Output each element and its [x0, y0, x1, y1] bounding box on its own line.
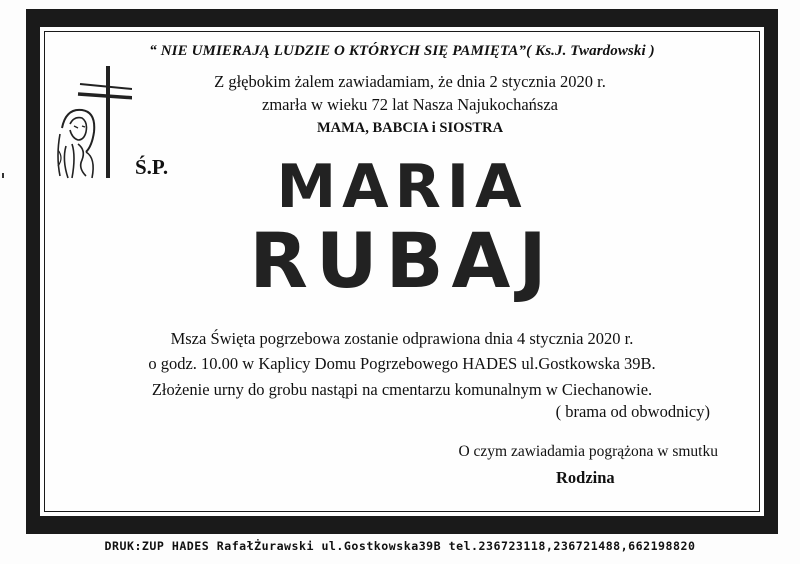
- obituary-border: [26, 9, 778, 534]
- deceased-first-name: MARIA: [276, 152, 528, 222]
- signature: Rodzina: [556, 468, 615, 487]
- obituary-panel: [40, 27, 764, 516]
- intro-line-1: Z głębokim żalem zawiadamiam, że dnia 2 stycznia 2020 r.: [214, 72, 606, 91]
- printer-footer: DRUK:ZUP HADES RafałŻurawski ul.Gostkowska39B tel.236723118,236721488,662198820: [104, 539, 696, 553]
- closing-text: O czym zawiadamia pogrążona w smutku: [458, 443, 718, 460]
- scan-speck: [2, 173, 4, 178]
- deceased-last-name: RUBAJ: [249, 216, 555, 305]
- motto-quote: “ NIE UMIERAJĄ LUDZIE O KTÓRYCH SIĘ PAMIĘTA”( Ks.J. Twardowski ): [149, 43, 655, 59]
- mass-line-1: Msza Święta pogrzebowa zostanie odprawiona dnia 4 stycznia 2020 r.: [170, 329, 634, 348]
- intro-line-3: MAMA, BABCIA i SIOSTRA: [316, 120, 504, 136]
- prefix-sp: Ś.P.: [135, 155, 169, 179]
- mass-line-3: Złożenie urny do grobu nastąpi na cmentarzu komunalnym w Ciechanowie.: [151, 380, 653, 399]
- mass-line-2: o godz. 10.00 w Kaplicy Domu Pogrzebowego HADES ul.Gostkowska 39B.: [148, 354, 656, 373]
- mass-line-4: ( brama od obwodnicy): [555, 402, 710, 421]
- intro-line-2: zmarła w wieku 72 lat Nasza Najukochańsza: [262, 95, 558, 114]
